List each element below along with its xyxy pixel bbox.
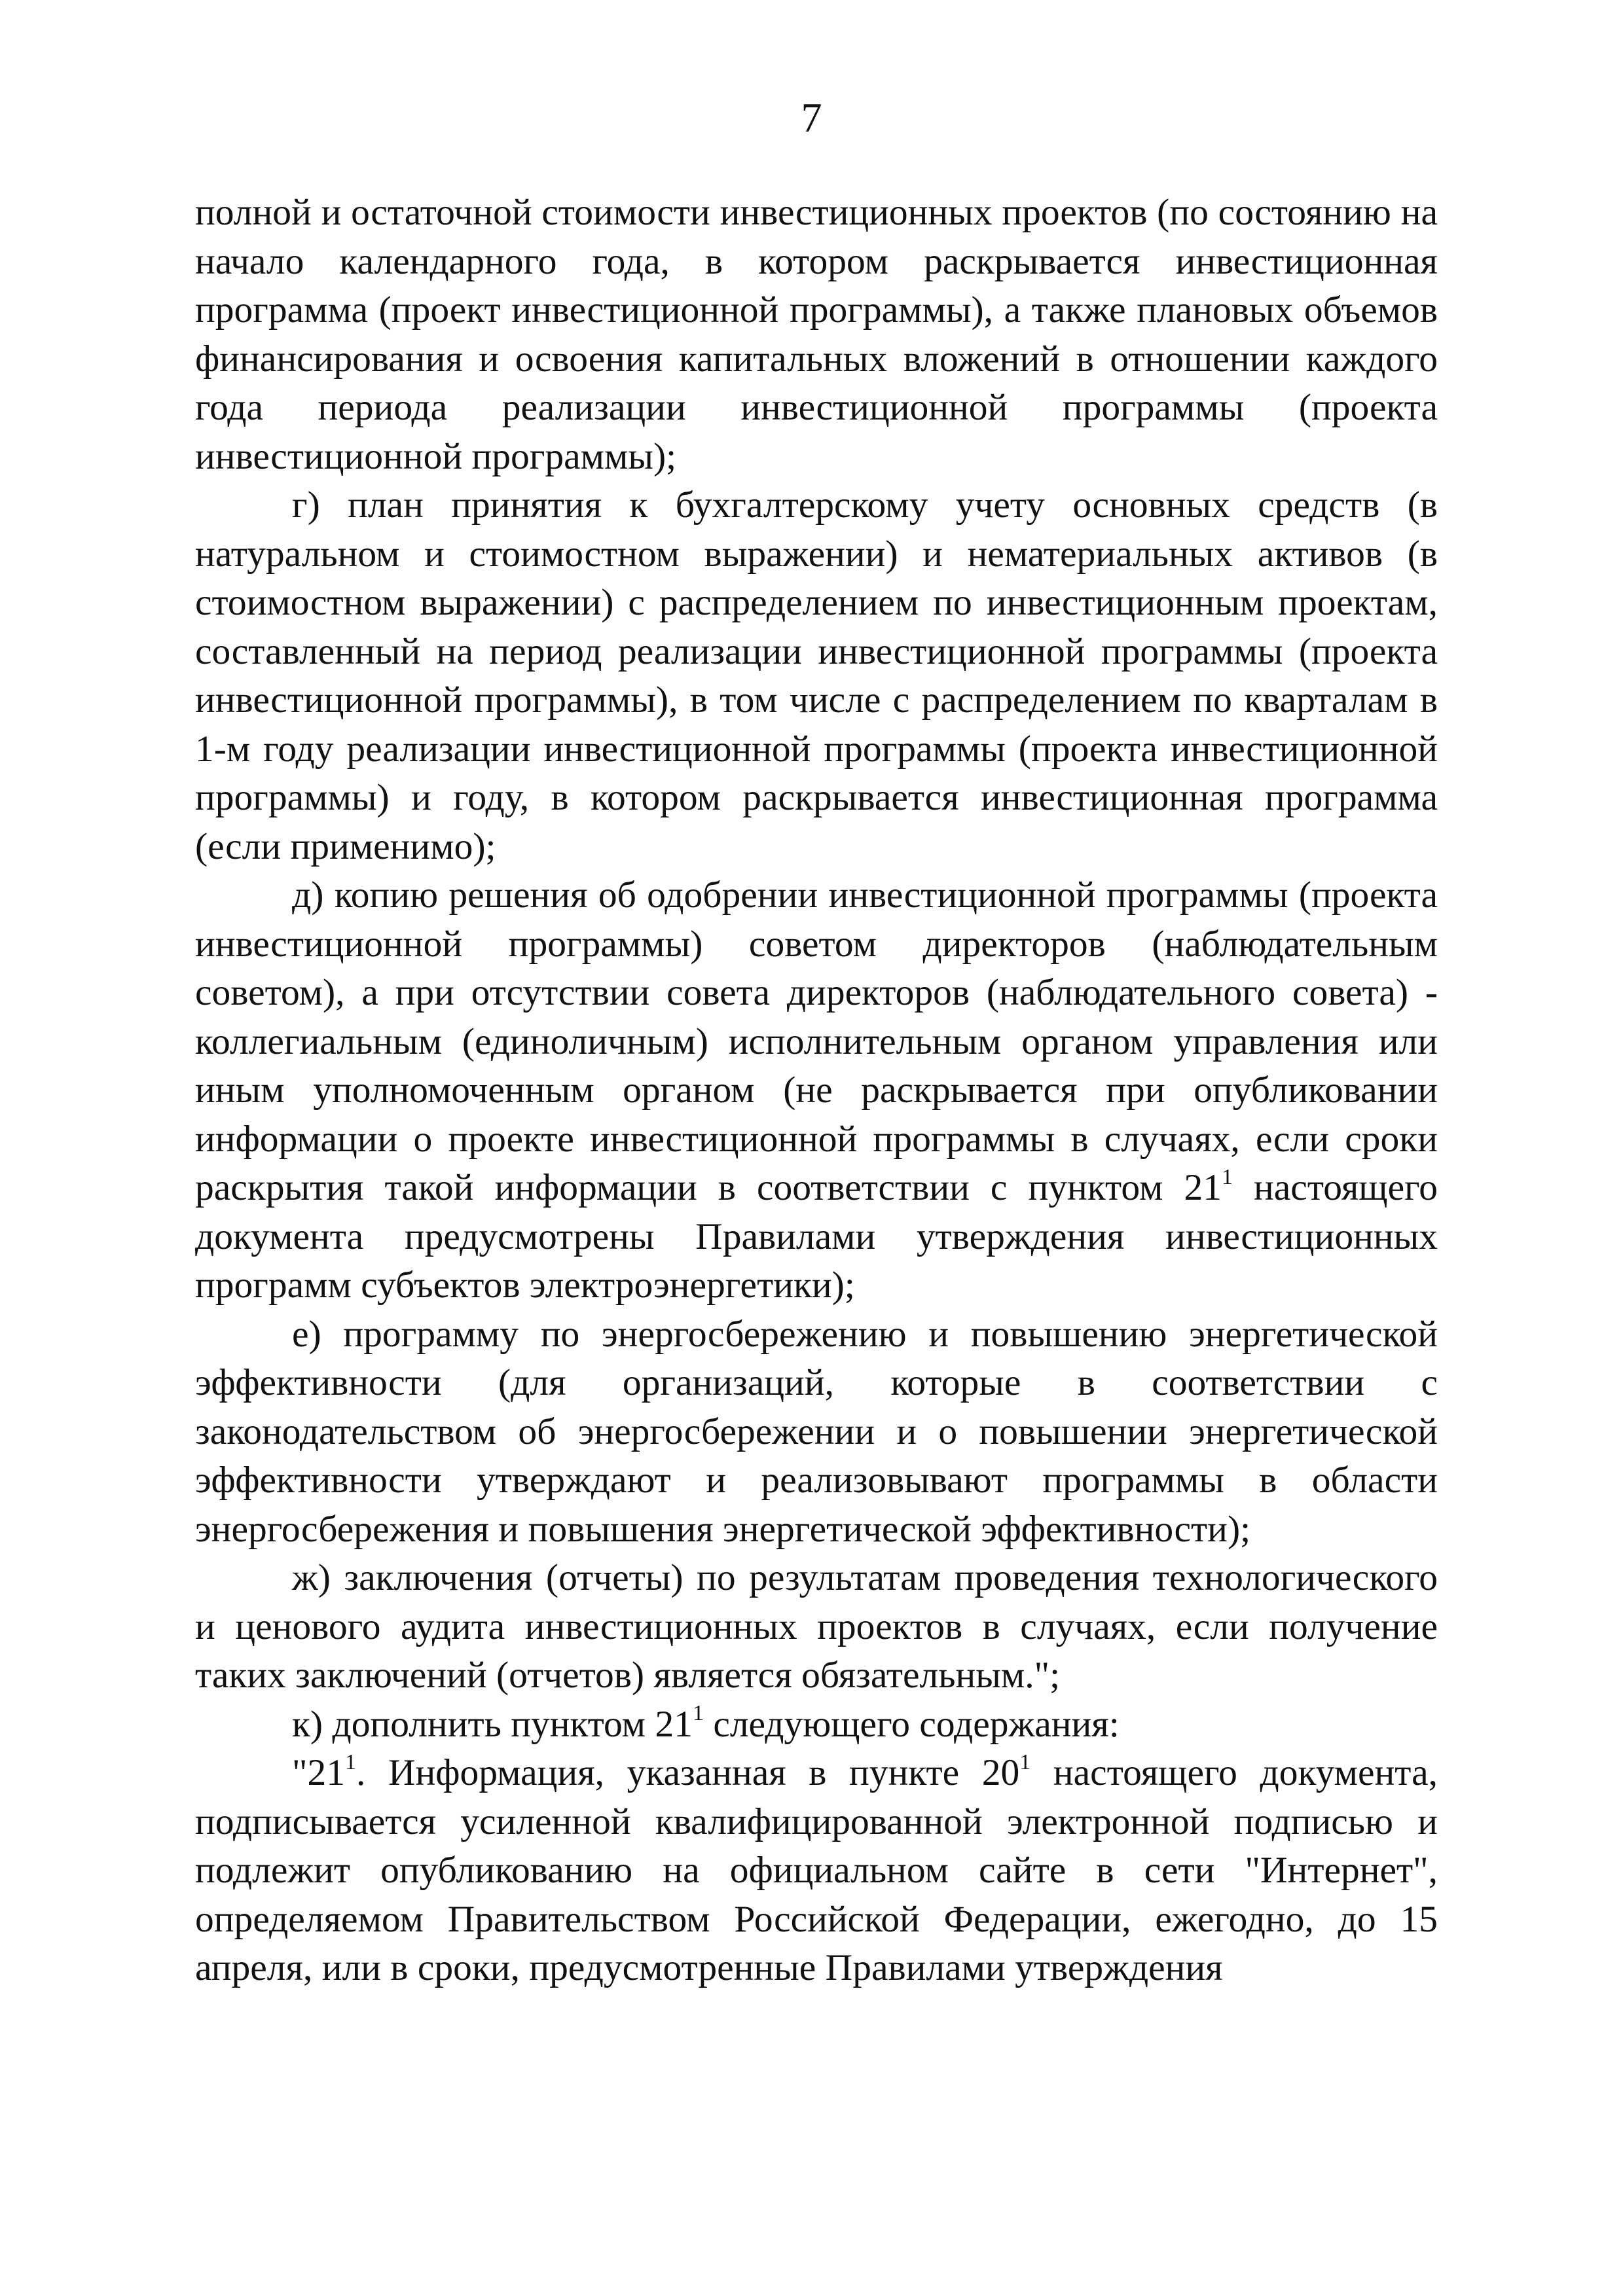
paragraph-item-k: [195, 1700, 1438, 1749]
point-21-1-heading-number: $21^1$: [307, 1749, 356, 1793]
point-21-1-text-before-ref: . Информация, указанная в пункте: [356, 1752, 982, 1793]
reference-point-21-1: $21^1$: [1184, 1164, 1233, 1208]
paragraph-continuation: полной и остаточной стоимости инвестиционных проектов (по состоянию на начало календарного года, в котором раскрывается инвестиционная программа (проект инвестиционной программы), а также плановых объемов финансирования и освоения капитальных вложений в отношении каждого года периода реализации инвестиционной программы (проекта инвестиционной программы);: [195, 192, 1438, 477]
paragraph-point-21-1: [195, 1749, 1438, 1993]
item-d-text-after-ref: настоящего документа предусмотрены Правилами утверждения инвестиционных программ субъектов электроэнергетики);: [195, 1167, 1438, 1306]
paragraph-item-e: е) программу по энергосбережению и повышению энергетической эффективности (для организаций, которые в соответствии с законодательством об энергосбережении и о повышении энергетической эффективности утверждают и реализовывают программы в области энергосбережения и повышения энергетической эффективности);: [195, 1313, 1438, 1550]
paragraph-item-zh: ж) заключения (отчеты) по результатам проведения технологического и ценового аудита инвестиционных проектов в случаях, если получение таких заключений (отчетов) является обязательным.";: [195, 1557, 1438, 1696]
item-k-text-before-ref: к) дополнить пунктом: [292, 1703, 655, 1745]
item-d-text-before-ref: д) копию решения об одобрении инвестиционной программы (проекта инвестиционной программы) советом директоров (наблюдательным советом), а при отсутствии совета директоров (наблюдательного совета) - коллегиальным (единоличным) исполнительным органом управления или иным уполномоченным органом (не раскрывается при опубликовании информации о проекте инвестиционной программы в случаях, если сроки раскрытия такой информации в соответствии с пунктом: [195, 874, 1438, 1208]
paragraph-item-d: [195, 871, 1438, 1310]
reference-point-21-1: $21^1$: [655, 1701, 704, 1745]
page-number: 7: [801, 94, 822, 141]
paragraph-item-g: г) план принятия к бухгалтерскому учету основных средств (в натуральном и стоимостном выражении) и нематериальных активов (в стоимостном выражении) с распределением по инвестиционным проектам, составленный на период реализации инвестиционной программы (проекта инвестиционной программы), в том числе с распределением по кварталам в 1-м году реализации инвестиционной программы (проекта инвестиционной программы) и году, в котором раскрывается инвестиционная программа (если применимо);: [195, 484, 1438, 867]
document-body: [195, 188, 1438, 1993]
point-21-1-open-quote: ": [292, 1752, 308, 1793]
point-21-1-text-after-ref: настоящего документа, подписывается усиленной квалифицированной электронной подписью и подлежит опубликованию на официальном сайте в сети "Интернет", определяемом Правительством Российской Федерации, ежегодно, до 15 апреля, или в сроки, предусмотренные Правилами утверждения: [195, 1752, 1438, 1988]
reference-point-20-1: $20^1$: [981, 1749, 1031, 1793]
item-k-text-after-ref: следующего содержания:: [703, 1703, 1120, 1745]
